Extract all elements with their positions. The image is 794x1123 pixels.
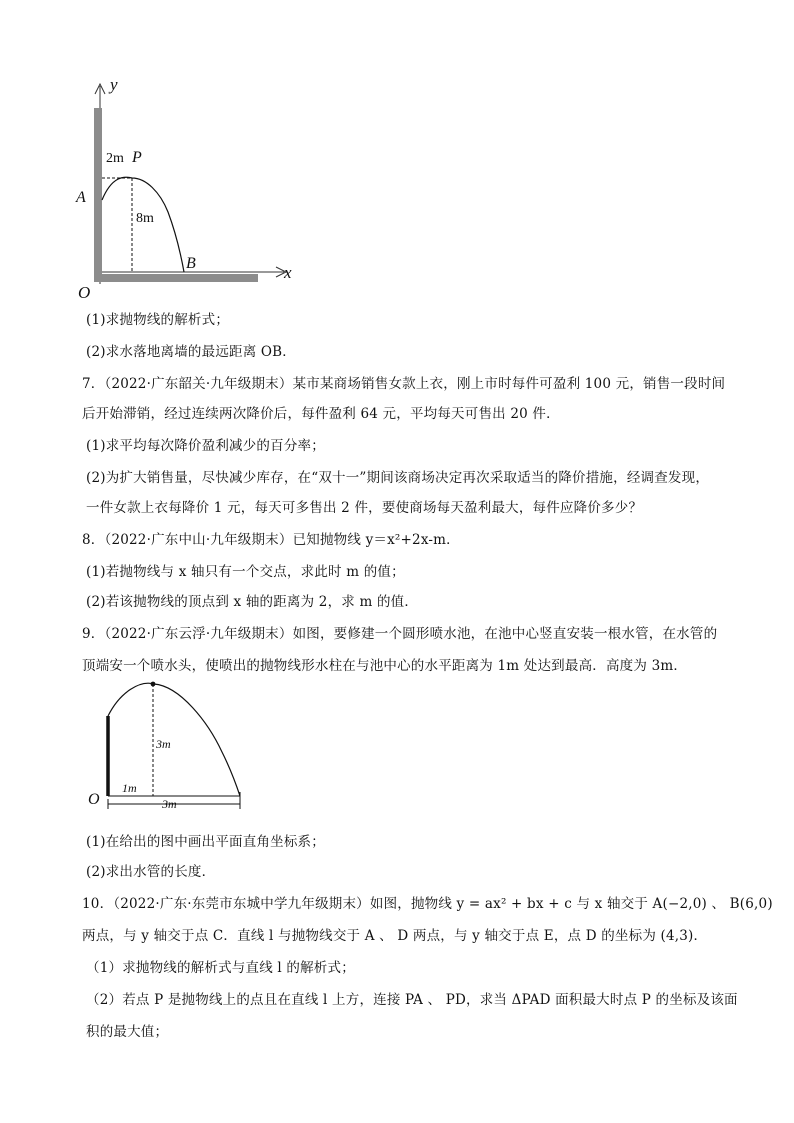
q8-sub1: (1)若抛物线与 x 轴只有一个交点，求此时 m 的值；: [86, 564, 405, 580]
q6-sub2: (2)求水落地离墙的最远距离 OB．: [86, 344, 297, 360]
origin-label: O: [88, 791, 100, 808]
q9-sub1: (1)在给出的图中画出平面直角坐标系；: [86, 834, 325, 850]
fountain-parabola: [108, 683, 240, 796]
q7-line2: 后开始滞销，经过连续两次降价后，每件盈利 64 元，平均每天可售出 20 件．: [82, 406, 560, 422]
q9-line1: 9．（2022·广东云浮·九年级期末）如图，要修建一个圆形喷水池，在池中心竖直安装一根水管，在水管的: [82, 626, 718, 642]
q10-line2: 两点，与 y 轴交于点 C．直线 l 与抛物线交于 A 、 D 两点，与 y 轴交于点 E，点 D 的坐标为 (4,3)．: [82, 928, 708, 944]
q9-sub2: (2)求出水管的长度．: [86, 864, 216, 880]
q10-sub1: （1）求抛物线的解析式与直线 l 的解析式；: [86, 960, 355, 976]
point-a-label: A: [76, 189, 86, 206]
point-p-label: P: [132, 149, 142, 166]
height-3m-label: 3m: [156, 737, 171, 751]
q7-sub2-line2: 一件女款上衣每降价 1 元，每天可多售出 2 件，要使商场每天盈利最大，每件应降价多少？: [86, 500, 643, 516]
x-axis-label: x: [284, 263, 292, 282]
ground-horizontal: [94, 274, 258, 282]
point-b-label: B: [186, 255, 196, 272]
figure-fountain-svg: [84, 674, 254, 816]
q6-sub1: (1)求抛物线的解析式；: [86, 312, 230, 328]
q7-sub2-line1: (2)为扩大销售量，尽快减少库存，在“双十一”期间该商场决定再次采取适当的降价措施，经调查发现，: [86, 470, 710, 486]
q10-sub2-line2: 积的最大值；: [86, 1024, 169, 1040]
q10-sub2-line1: （2）若点 P 是抛物线上的点且在直线 l 上方，连接 PA 、 PD，求当 ΔPAD 面积最大时点 P 的坐标及该面: [86, 992, 738, 1008]
q8-sub2: (2)若该抛物线的顶点到 x 轴的距离为 2，求 m 的值．: [86, 594, 419, 610]
q7-sub1: (1)求平均每次降价盈利减少的百分率；: [86, 438, 325, 454]
q9-line2: 顶端安一个喷水头，使喷出的抛物线形水柱在与池中心的水平距离为 1m 处达到最高．高度为 3m．: [82, 658, 688, 674]
dist-1m-label: 1m: [122, 781, 137, 795]
q8-line1: 8．（2022·广东中山·九年级期末）已知抛物线 y＝x²+2x-m．: [82, 532, 460, 548]
wall-vertical: [94, 108, 102, 282]
figure-wall-parabola: [70, 72, 310, 304]
distance-8m-label: 8m: [136, 211, 154, 226]
origin-label: O: [78, 283, 91, 302]
q10-line1: 10．（2022·广东·东莞市东城中学九年级期末）如图，抛物线 y = ax² + bx + c 与 x 轴交于 A(−2,0) 、 B(6,0): [82, 896, 773, 912]
figure-fountain: [84, 674, 254, 816]
figure-wall-parabola-svg: [70, 72, 310, 304]
dist-3m-label: 3m: [162, 797, 177, 811]
height-2m-label: 2m: [106, 151, 124, 166]
q7-line1: 7．（2022·广东韶关·九年级期末）某市某商场销售女款上衣，刚上市时每件可盈利 100 元，销售一段时间: [82, 376, 726, 392]
y-axis-label: y: [110, 75, 118, 94]
